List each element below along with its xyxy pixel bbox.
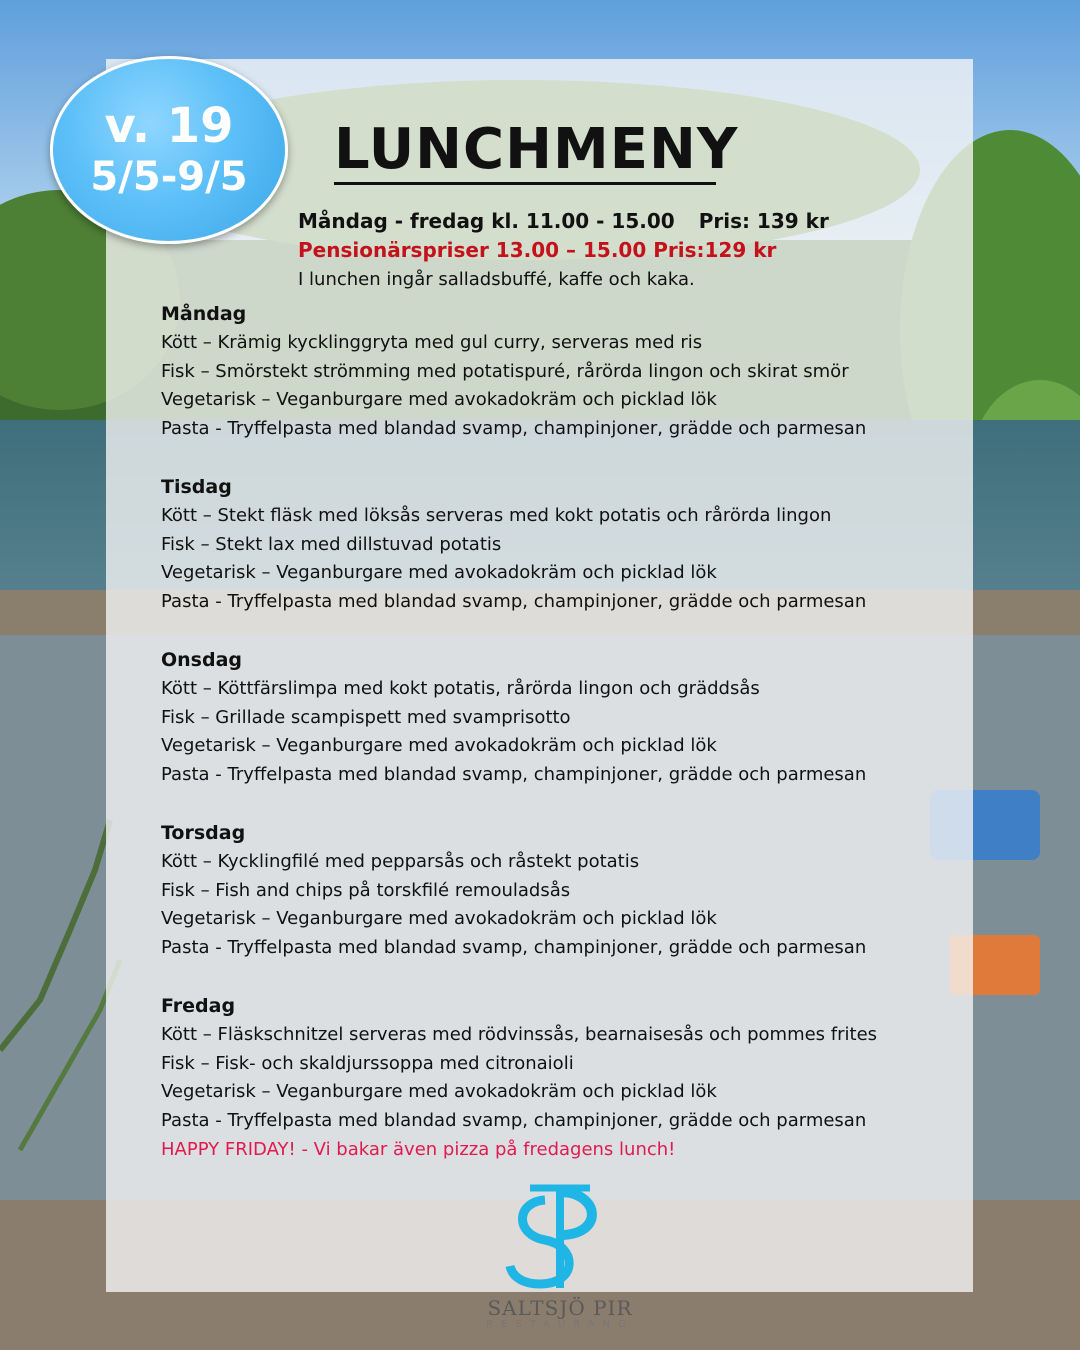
week-dates: 5/5-9/5	[90, 154, 248, 200]
dish-fish: Fisk – Stekt lax med dillstuvad potatis	[161, 533, 502, 555]
dish-vegetarian: Vegetarisk – Veganburgare med avokadokräm och picklad lök	[161, 389, 717, 411]
day-friday	[161, 992, 877, 1165]
week-badge	[50, 56, 288, 244]
restaurant-logo	[460, 1180, 660, 1335]
lunch-info	[298, 207, 829, 294]
day-heading: Fredag	[161, 994, 236, 1017]
day-heading: Torsdag	[161, 821, 246, 844]
dish-vegetarian: Vegetarisk – Veganburgare med avokadokräm och picklad lök	[161, 1081, 717, 1103]
day-heading: Tisdag	[161, 475, 232, 498]
sp-monogram-icon	[460, 1180, 660, 1295]
pensioner-price: Pensionärspriser 13.00 – 15.00 Pris:129 kr	[298, 238, 777, 262]
brand-subtitle: RESTAURANG	[486, 1319, 634, 1330]
day-monday	[161, 300, 877, 444]
day-thursday	[161, 819, 877, 963]
happy-friday-note: HAPPY FRIDAY! - Vi bakar även pizza på fredagens lunch!	[161, 1138, 676, 1160]
dish-pasta: Pasta - Tryffelpasta med blandad svamp, champinjoner, grädde och parmesan	[161, 937, 867, 959]
week-number: v. 19	[104, 98, 234, 154]
opening-hours: Måndag - fredag kl. 11.00 - 15.00	[298, 209, 675, 233]
dish-fish: Fisk – Fish and chips på torskfilé remouladsås	[161, 879, 571, 901]
dish-vegetarian: Vegetarisk – Veganburgare med avokadokräm och picklad lök	[161, 735, 717, 757]
title-underline	[334, 182, 716, 185]
dish-meat: Kött – Kycklingfilé med pepparsås och råstekt potatis	[161, 850, 640, 872]
brand-name: SALTSJÖ PIR	[487, 1296, 633, 1320]
day-heading: Måndag	[161, 303, 247, 325]
included-note: I lunchen ingår salladsbuffé, kaffe och kaka.	[298, 269, 695, 290]
day-wednesday	[161, 646, 877, 790]
dish-pasta: Pasta - Tryffelpasta med blandad svamp, champinjoner, grädde och parmesan	[161, 1110, 867, 1132]
dish-fish: Fisk – Smörstekt strömming med potatispuré, rårörda lingon och skirat smör	[161, 360, 849, 382]
hours-line	[298, 207, 829, 236]
dish-meat: Kött – Stekt fläsk med löksås serveras med kokt potatis och rårörda lingon	[161, 504, 832, 526]
dish-fish: Fisk – Grillade scampispett med svamprisotto	[161, 706, 571, 728]
dish-fish: Fisk – Fisk- och skaldjurssoppa med citronaioli	[161, 1052, 574, 1074]
weekly-menu	[161, 300, 877, 1194]
dish-pasta: Pasta - Tryffelpasta med blandad svamp, champinjoner, grädde och parmesan	[161, 591, 867, 613]
day-tuesday	[161, 473, 877, 617]
dish-pasta: Pasta - Tryffelpasta med blandad svamp, champinjoner, grädde och parmesan	[161, 418, 867, 440]
dish-meat: Kött – Krämig kycklinggryta med gul curry, serveras med ris	[161, 331, 703, 353]
dish-vegetarian: Vegetarisk – Veganburgare med avokadokräm och picklad lök	[161, 908, 717, 930]
page-title: LUNCHMENY	[334, 117, 739, 182]
day-heading: Onsdag	[161, 648, 243, 671]
lunch-price: Pris: 139 kr	[698, 209, 829, 233]
dish-vegetarian: Vegetarisk – Veganburgare med avokadokräm och picklad lök	[161, 562, 717, 584]
dish-meat: Kött – Fläskschnitzel serveras med rödvinssås, bearnaisesås och pommes frites	[161, 1023, 878, 1045]
dish-meat: Kött – Köttfärslimpa med kokt potatis, rårörda lingon och gräddsås	[161, 677, 760, 699]
dish-pasta: Pasta - Tryffelpasta med blandad svamp, champinjoner, grädde och parmesan	[161, 764, 867, 786]
